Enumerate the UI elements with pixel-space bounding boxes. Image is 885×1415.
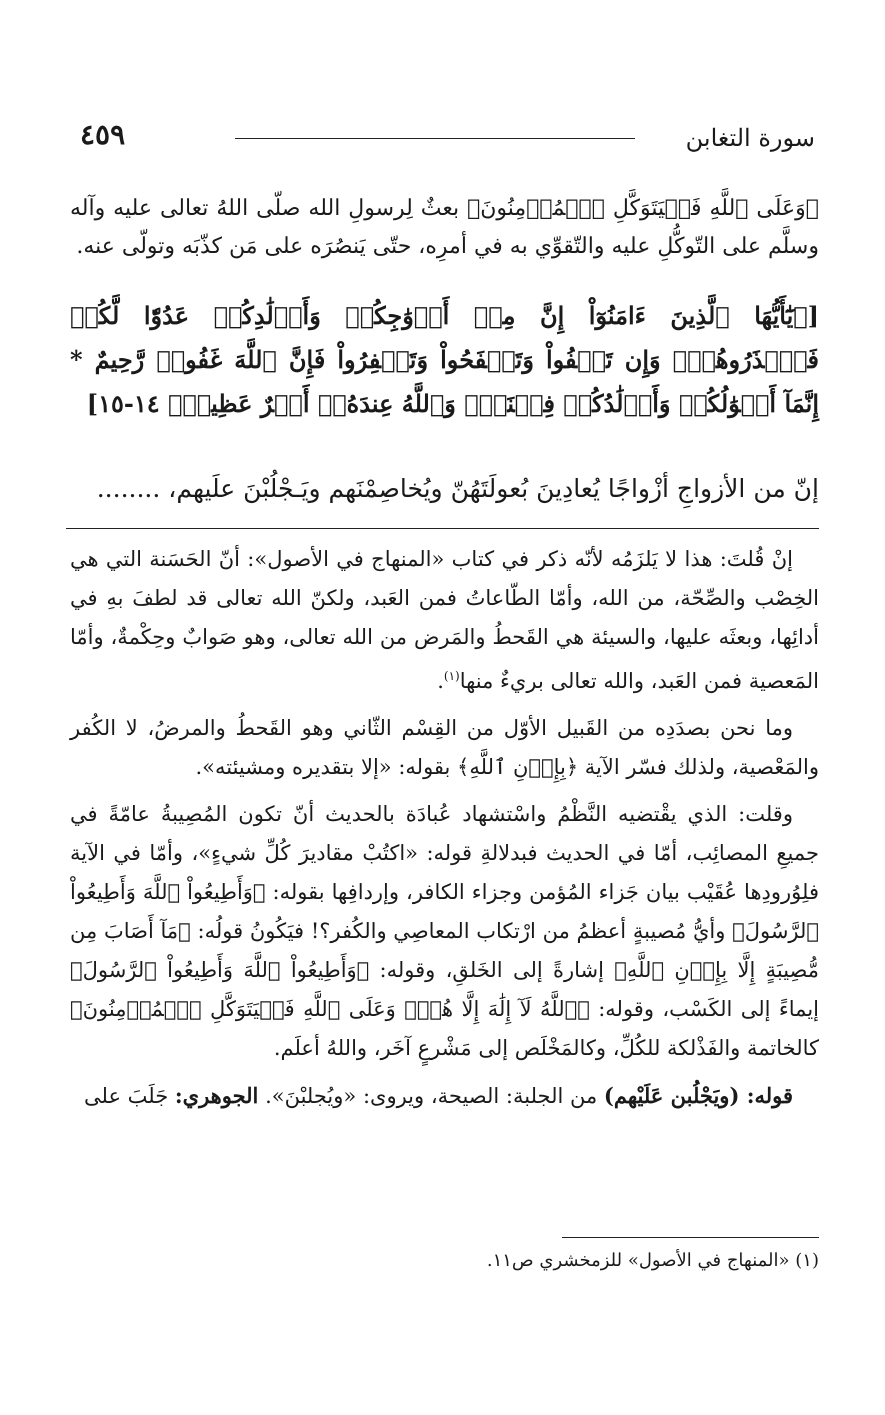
main-text-line: إنّ من الأزواجِ أزْواجًا يُعادِينَ بُعولَتَهُنّ ويُخاصِمْنَهم ويَـجْلُبْنَ علَيهم، ........	[96, 474, 819, 503]
commentary-text: إنْ قُلتَ: هذا لا يَلزَمُه لأنّه ذكر في كتاب «المنهاج في الأصول»: أنّ الحَسَنة التي هي الخِصْب والصِّحّة، من الله، وأمّا الطّاعاتُ فمن العَبد، ولكنّ الله تعالى قد لطفَ بهِ في أدائِها، وبعثَه عليها، والسيئة هي القَحطُ والمَرض من الله تعالى، وهو صَوابٌ وحِكْمةٌ، وأمّا المَعصية فمن العَبد، والله تعالى بريءٌ منها	[70, 547, 819, 693]
commentary-paragraph	[70, 540, 819, 701]
commentary-text: جَلَبَ على	[84, 1084, 175, 1108]
commentary-text: من الجلبة: الصيحة، ويروى: «ويُجلبْنَ».	[258, 1084, 604, 1108]
commentary	[70, 540, 819, 1124]
commentary-paragraph: وما نحن بصدَدِه من القَبيل الأوّل من القِسْم الثّاني وهو القَحطُ والمرضُ، لا الكُفر والمَعْصية، ولذلك فسّر الآية ﴿بِإِذۡنِ ٱللَّهِ﴾ بقوله: «إلا بتقديره ومشيئته».	[70, 716, 819, 779]
source-name: الجوهري:	[174, 1083, 259, 1108]
surah-title: سورة التغابن	[685, 124, 815, 152]
top-paragraph: ﴿وَعَلَى ٱللَّهِ فَلۡيَتَوَكَّلِ ٱلۡمُؤۡمِنُونَ﴾ بعثٌ لِرسولِ الله صلّى اللهُ تعالى عليه وآله وسلَّم على التّوكُّلِ عليه والتّقوِّي به في أمرِه، حتّى يَنصُرَه على مَن كذّبَه وتولّى عنه.	[70, 196, 819, 259]
quran-verses-block: [﴿يَٰٓأَيُّهَا ٱلَّذِينَ ءَامَنُوٓاْ إِنَّ مِنۡ أَزۡوَٰجِكُمۡ وَأَوۡلَٰدِكُمۡ عَدُوّٗا لَّكُمۡ فَٱحۡذَرُوهُمۡۚ وَإِن تَعۡفُواْ وَتَصۡفَحُواْ وَتَغۡفِرُواْ فَإِنَّ ٱللَّهَ غَفُورٞ رَّحِيمٌ * إِنَّمَآ أَمۡوَٰلُكُمۡ وَأَوۡلَٰدُكُمۡ فِتۡنَةٞۚ وَٱللَّهُ عِندَهُۥٓ أَجۡرٌ عَظِيمٞ﴾ ١٤-١٥]	[70, 301, 819, 418]
page-header	[80, 118, 815, 158]
footnote: (١) «المنهاج في الأصول» للزمخشري ص١١.	[486, 1250, 819, 1271]
page-number: ٤٥٩	[80, 118, 126, 151]
footnote-ref: (١)	[443, 669, 460, 683]
quote-lead: قوله: (ويَجْلُبن عَلَيْهم)	[603, 1083, 793, 1108]
main-divider	[66, 528, 819, 529]
header-rule	[235, 138, 635, 139]
commentary-paragraph: وقلت: الذي يقْتضيه النَّظْمُ واسْتشهاد عُبادَة بالحديث أنّ تكون المُصِيبةُ عامّةً في جميعِ المصائِب، أمّا في الحديث فبدلالةِ قوله: «اكتُبْ مقاديرَ كُلِّ شيءٍ»، وأمّا في الآية فلِوُرودِها عُقَيْب بيان جَزاء المُؤمن وجزاء الكافر، وإردافِها بقوله: ﴿وَأَطِيعُواْ ٱللَّهَ وَأَطِيعُواْ ٱلرَّسُولَ﴾ وأيُّ مُصيبةٍ أعظمُ من ارْتكاب المعاصِي والكُفر؟! فيَكُونُ قولُه: ﴿مَآ أَصَابَ مِن مُّصِيبَةٍ إِلَّا بِإِذۡنِ ٱللَّهِ﴾ إشارةً إلى الخَلقِ، وقوله: ﴿وَأَطِيعُواْ ٱللَّهَ وَأَطِيعُواْ ٱلرَّسُولَ﴾ إيماءً إلى الكَسْب، وقوله: ﴿ٱللَّهُ لَآ إِلَٰهَ إِلَّا هُوَۚ وَعَلَى ٱللَّهِ فَلۡيَتَوَكَّلِ ٱلۡمُؤۡمِنُونَ﴾ كالخاتمة والفَذْلكة للكُلِّ، وكالمَخْلَص إلى مَشْرعٍ آخَر، واللهُ أعلَم.	[70, 802, 819, 1060]
commentary-end: .	[437, 669, 444, 693]
commentary-paragraph	[70, 1076, 819, 1116]
footnote-rule	[562, 1237, 819, 1238]
